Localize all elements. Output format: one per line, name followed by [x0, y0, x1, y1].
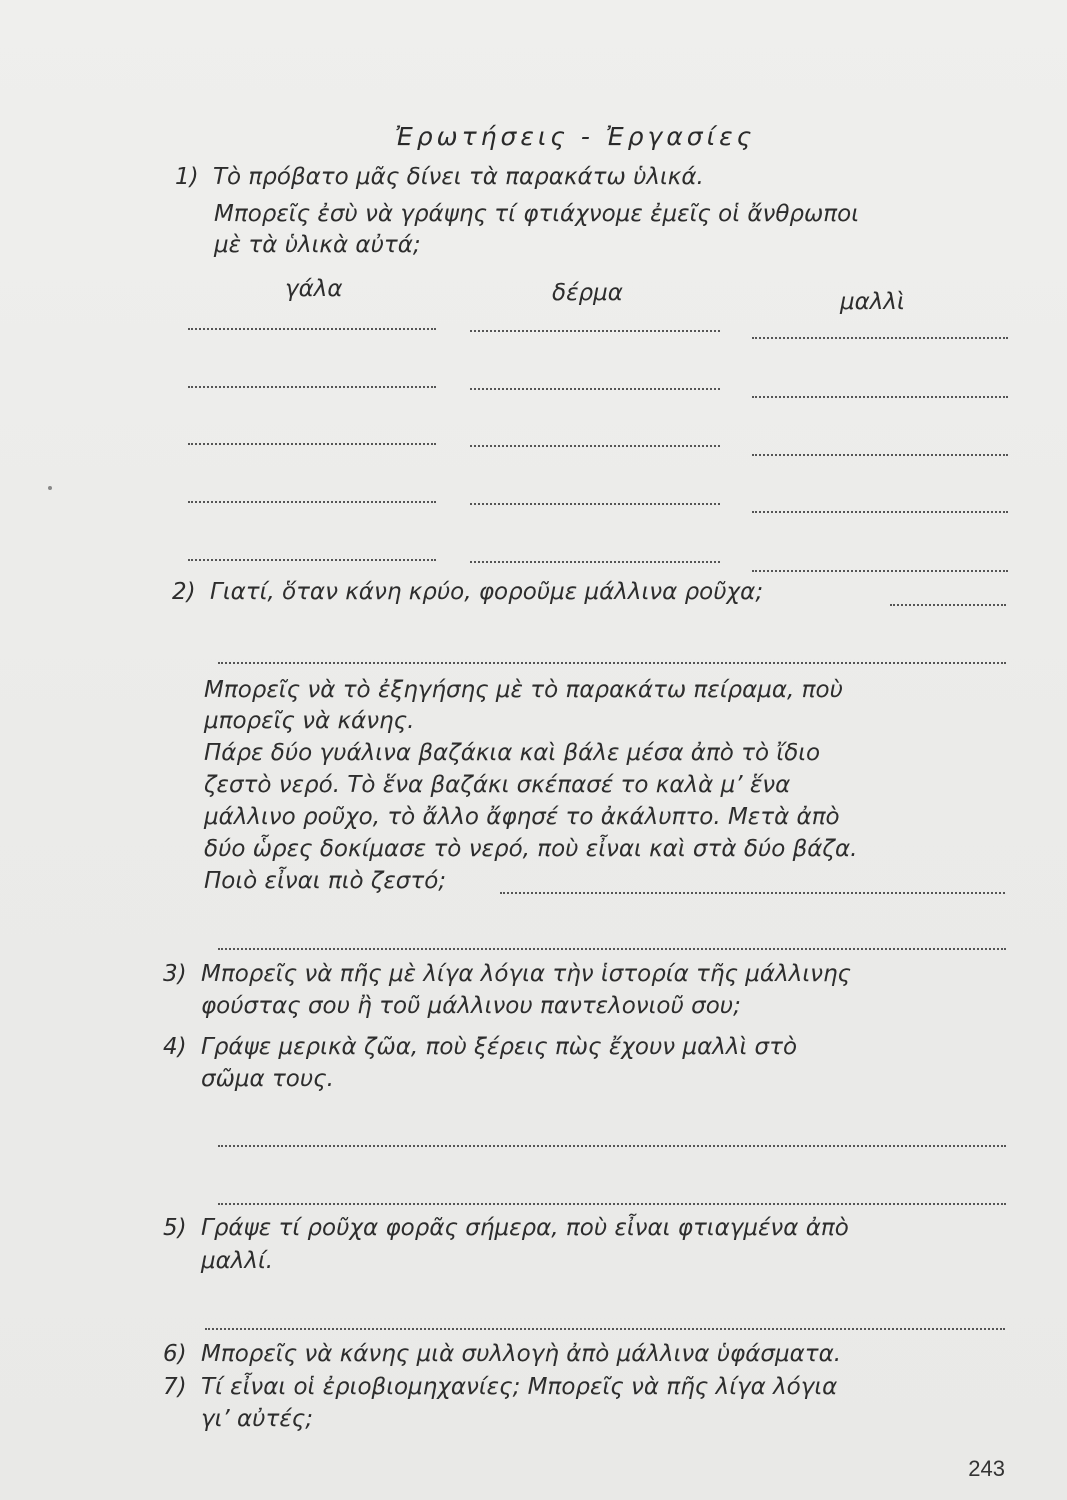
question-2-para-4: ζεστὸ νερό. Τὸ ἕνα βαζάκι σκέπασέ το καλὰ μ’ ἕνα — [204, 772, 791, 798]
question-2-para-2: μπορεῖς νὰ κάνης. — [204, 708, 415, 734]
answer-line-skin-4[interactable] — [470, 503, 720, 505]
question-6-number: 6) — [163, 1341, 187, 1367]
answer-line-skin-2[interactable] — [470, 388, 720, 390]
answer-line-wool-1[interactable] — [752, 337, 1008, 339]
question-4-text-1: Γράψε μερικὰ ζῶα, ποὺ ξέρεις πὼς ἔχουν μαλλὶ στὸ — [201, 1034, 798, 1060]
question-5-number: 5) — [163, 1215, 187, 1241]
question-7-text-1: Τί εἶναι οἱ ἐριοβιομηχανίες; Μπορεῖς νὰ πῆς λίγα λόγια — [201, 1374, 838, 1400]
question-5-line-1 — [163, 1214, 849, 1242]
question-2-text-1: Γιατί, ὅταν κάνη κρύο, φοροῦμε μάλλινα ροῦχα; — [210, 579, 764, 605]
answer-line-milk-1[interactable] — [188, 328, 436, 330]
page-title: Ἐρωτήσεις - Ἐργασίες — [395, 122, 756, 151]
question-7-number: 7) — [163, 1374, 187, 1400]
column-label-skin: δέρμα — [552, 280, 623, 306]
question-4-number: 4) — [163, 1034, 187, 1060]
column-label-milk: γάλα — [285, 276, 343, 302]
question-1-text-1: Τὸ πρόβατο μᾶς δίνει τὰ παρακάτω ὑλικά. — [213, 164, 704, 190]
page-number: 243 — [968, 1456, 1005, 1481]
question-1-line-3: μὲ τὰ ὑλικὰ αὐτά; — [214, 232, 421, 258]
answer-line-q2-inline[interactable] — [890, 604, 1006, 606]
answer-line-milk-2[interactable] — [188, 386, 436, 388]
question-7-line-2: γι’ αὐτές; — [201, 1406, 314, 1432]
question-5-line-2: μαλλί. — [201, 1248, 274, 1274]
paper-speck — [48, 486, 52, 490]
answer-line-skin-1[interactable] — [470, 330, 720, 332]
answer-line-skin-3[interactable] — [470, 445, 720, 447]
question-3-text-1: Μπορεῖς νὰ πῆς μὲ λίγα λόγια τὴν ἱστορία τῆς μάλλινης — [201, 961, 852, 987]
answer-line-milk-4[interactable] — [188, 501, 436, 503]
answer-line-wool-4[interactable] — [752, 511, 1008, 513]
answer-line-q4-2[interactable] — [218, 1203, 1006, 1205]
answer-line-q2-inline-2[interactable] — [500, 892, 1005, 894]
question-2-para-6: δύο ὧρες δοκίμασε τὸ νερό, ποὺ εἶναι καὶ στὰ δύο βάζα. — [204, 836, 858, 862]
question-2-line-1 — [172, 578, 763, 606]
question-6-line-1 — [163, 1340, 841, 1368]
question-1-number: 1) — [175, 164, 199, 190]
question-2-para-5: μάλλινο ροῦχο, τὸ ἄλλο ἄφησέ το ἀκάλυπτο. Μετὰ ἀπὸ — [204, 804, 840, 830]
question-3-number: 3) — [163, 961, 187, 987]
answer-line-wool-2[interactable] — [752, 396, 1008, 398]
question-2-number: 2) — [172, 579, 196, 605]
question-4-line-2: σῶμα τους. — [201, 1066, 334, 1092]
answer-line-q2-1[interactable] — [218, 662, 1006, 664]
question-3-line-2: φούστας σου ἢ τοῦ μάλλινου παντελονιοῦ σου; — [201, 993, 741, 1019]
column-label-wool: μαλλὶ — [840, 289, 905, 315]
answer-line-milk-5[interactable] — [188, 559, 436, 561]
question-2-para-3: Πάρε δύο γυάλινα βαζάκια καὶ βάλε μέσα ἀπὸ τὸ ἴδιο — [204, 740, 821, 766]
answer-line-q2-2[interactable] — [218, 948, 1006, 950]
question-7-line-1 — [163, 1373, 837, 1401]
question-4-line-1 — [163, 1033, 797, 1061]
answer-line-q4-1[interactable] — [218, 1145, 1006, 1147]
question-1-line-2: Μπορεῖς ἐσὺ νὰ γράψης τί φτιάχνομε ἐμεῖς οἱ ἄνθρωποι — [214, 201, 859, 227]
question-2-para-1: Μπορεῖς νὰ τὸ ἐξηγήσης μὲ τὸ παρακάτω πείραμα, ποὺ — [204, 677, 843, 703]
question-2-para-7: Ποιὸ εἶναι πιὸ ζεστό; — [204, 868, 447, 894]
answer-line-q5-1[interactable] — [205, 1328, 1005, 1330]
answer-line-skin-5[interactable] — [470, 561, 720, 563]
question-6-text-1: Μπορεῖς νὰ κάνης μιὰ συλλογὴ ἀπὸ μάλλινα ὑφάσματα. — [201, 1341, 842, 1367]
answer-line-wool-3[interactable] — [752, 454, 1008, 456]
answer-line-milk-3[interactable] — [188, 443, 436, 445]
question-5-text-1: Γράψε τί ροῦχα φορᾶς σήμερα, ποὺ εἶναι φτιαγμένα ἀπὸ — [201, 1215, 849, 1241]
question-3-line-1 — [163, 960, 851, 988]
answer-line-wool-5[interactable] — [752, 570, 1008, 572]
question-1-line-1 — [175, 163, 704, 191]
